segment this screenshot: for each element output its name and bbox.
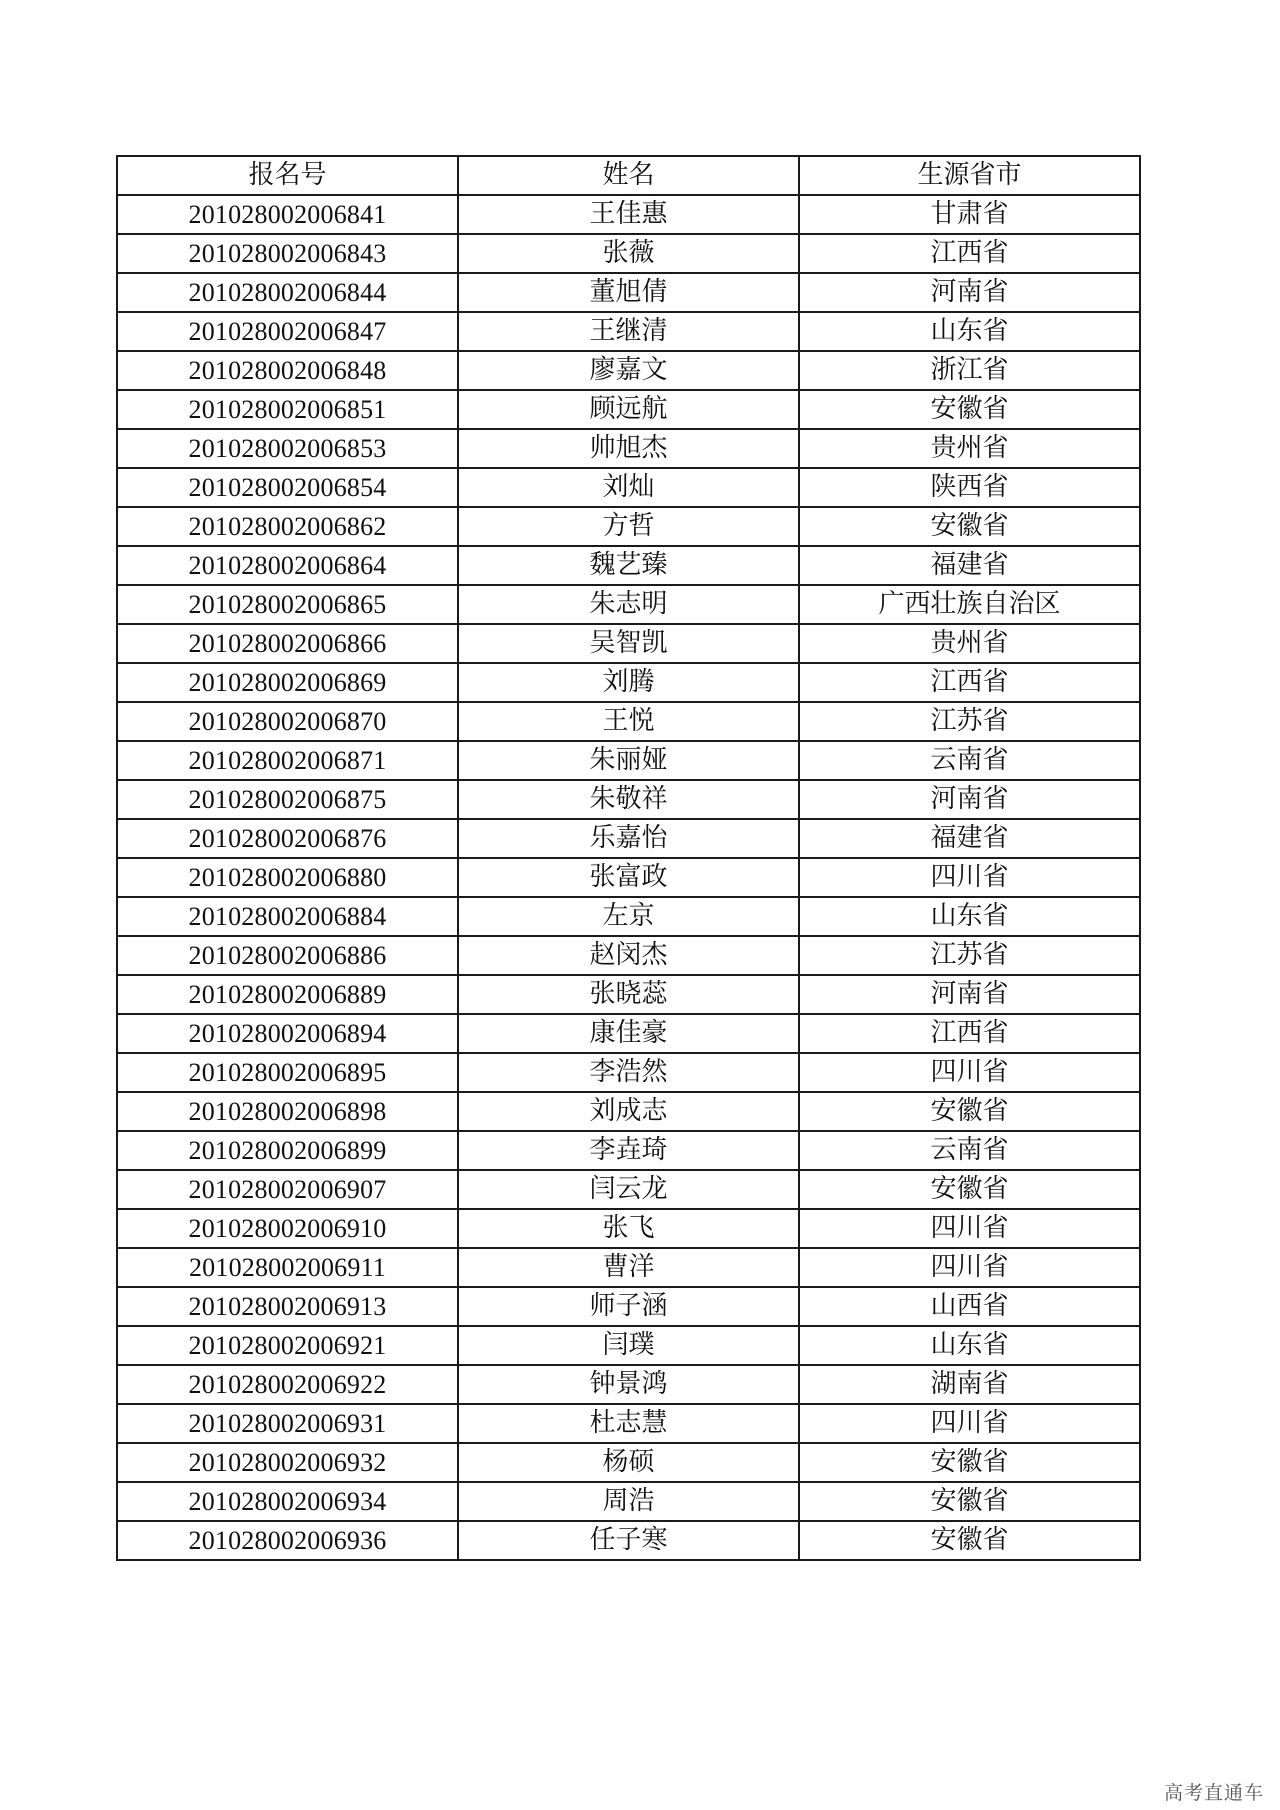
- student-name-cell: 朱敬祥: [458, 780, 799, 819]
- origin-province-cell: 山东省: [799, 897, 1140, 936]
- registration-number-cell: 201028002006911: [117, 1248, 458, 1287]
- header-name: 姓名: [458, 156, 799, 195]
- table-row: [117, 819, 1140, 858]
- origin-province-cell: 福建省: [799, 546, 1140, 585]
- origin-province-cell: 安徽省: [799, 1443, 1140, 1482]
- registration-number-cell: 201028002006869: [117, 663, 458, 702]
- table-row: [117, 624, 1140, 663]
- table-row: [117, 585, 1140, 624]
- student-name-cell: 朱志明: [458, 585, 799, 624]
- registration-number-cell: 201028002006843: [117, 234, 458, 273]
- origin-province-cell: 贵州省: [799, 429, 1140, 468]
- table-row: [117, 351, 1140, 390]
- origin-province-cell: 四川省: [799, 1404, 1140, 1443]
- origin-province-cell: 山东省: [799, 1326, 1140, 1365]
- table-row: [117, 1326, 1140, 1365]
- table-row: [117, 858, 1140, 897]
- registration-number-cell: 201028002006889: [117, 975, 458, 1014]
- student-name-cell: 闫云龙: [458, 1170, 799, 1209]
- origin-province-cell: 安徽省: [799, 1521, 1140, 1560]
- table-row: [117, 975, 1140, 1014]
- student-name-cell: 曹洋: [458, 1248, 799, 1287]
- table-row: [117, 1131, 1140, 1170]
- registration-number-cell: 201028002006862: [117, 507, 458, 546]
- origin-province-cell: 安徽省: [799, 1092, 1140, 1131]
- registration-number-cell: 201028002006866: [117, 624, 458, 663]
- registration-number-cell: 201028002006853: [117, 429, 458, 468]
- student-name-cell: 王佳惠: [458, 195, 799, 234]
- student-name-cell: 魏艺臻: [458, 546, 799, 585]
- student-name-cell: 帅旭杰: [458, 429, 799, 468]
- table-row: [117, 1053, 1140, 1092]
- student-name-cell: 杜志慧: [458, 1404, 799, 1443]
- table-row: [117, 741, 1140, 780]
- origin-province-cell: 甘肃省: [799, 195, 1140, 234]
- registration-number-cell: 201028002006841: [117, 195, 458, 234]
- registration-number-cell: 201028002006876: [117, 819, 458, 858]
- origin-province-cell: 云南省: [799, 741, 1140, 780]
- table-row: [117, 195, 1140, 234]
- origin-province-cell: 河南省: [799, 780, 1140, 819]
- student-name-cell: 师子涵: [458, 1287, 799, 1326]
- registration-number-cell: 201028002006884: [117, 897, 458, 936]
- table-row: [117, 312, 1140, 351]
- student-name-cell: 张飞: [458, 1209, 799, 1248]
- student-name-cell: 廖嘉文: [458, 351, 799, 390]
- table-row: [117, 234, 1140, 273]
- table-row: [117, 897, 1140, 936]
- table-row: [117, 702, 1140, 741]
- registration-number-cell: 201028002006865: [117, 585, 458, 624]
- table-row: [117, 663, 1140, 702]
- registration-number-cell: 201028002006895: [117, 1053, 458, 1092]
- origin-province-cell: 山东省: [799, 312, 1140, 351]
- student-name-cell: 李垚琦: [458, 1131, 799, 1170]
- table-header-row: [117, 156, 1140, 195]
- registration-number-cell: 201028002006870: [117, 702, 458, 741]
- registration-number-cell: 201028002006844: [117, 273, 458, 312]
- registration-number-cell: 201028002006934: [117, 1482, 458, 1521]
- origin-province-cell: 浙江省: [799, 351, 1140, 390]
- origin-province-cell: 安徽省: [799, 390, 1140, 429]
- origin-province-cell: 安徽省: [799, 507, 1140, 546]
- student-name-cell: 任子寒: [458, 1521, 799, 1560]
- origin-province-cell: 山西省: [799, 1287, 1140, 1326]
- table-row: [117, 1287, 1140, 1326]
- student-name-cell: 顾远航: [458, 390, 799, 429]
- table-body: [117, 156, 1140, 1560]
- registration-number-cell: 201028002006894: [117, 1014, 458, 1053]
- table-row: [117, 1404, 1140, 1443]
- registration-number-cell: 201028002006931: [117, 1404, 458, 1443]
- origin-province-cell: 四川省: [799, 1053, 1140, 1092]
- registration-number-cell: 201028002006875: [117, 780, 458, 819]
- registration-number-cell: 201028002006864: [117, 546, 458, 585]
- table-row: [117, 546, 1140, 585]
- registration-number-cell: 201028002006910: [117, 1209, 458, 1248]
- registration-number-cell: 201028002006899: [117, 1131, 458, 1170]
- student-name-cell: 王悦: [458, 702, 799, 741]
- registration-number-cell: 201028002006913: [117, 1287, 458, 1326]
- origin-province-cell: 河南省: [799, 975, 1140, 1014]
- origin-province-cell: 广西壮族自治区: [799, 585, 1140, 624]
- registration-number-cell: 201028002006936: [117, 1521, 458, 1560]
- origin-province-cell: 福建省: [799, 819, 1140, 858]
- table-row: [117, 1521, 1140, 1560]
- table-row: [117, 780, 1140, 819]
- origin-province-cell: 江西省: [799, 1014, 1140, 1053]
- student-name-cell: 钟景鸿: [458, 1365, 799, 1404]
- origin-province-cell: 四川省: [799, 858, 1140, 897]
- origin-province-cell: 江西省: [799, 234, 1140, 273]
- student-name-cell: 周浩: [458, 1482, 799, 1521]
- table-row: [117, 468, 1140, 507]
- student-name-cell: 闫璞: [458, 1326, 799, 1365]
- student-name-cell: 康佳豪: [458, 1014, 799, 1053]
- student-name-cell: 张富政: [458, 858, 799, 897]
- registration-number-cell: 201028002006880: [117, 858, 458, 897]
- registration-number-cell: 201028002006921: [117, 1326, 458, 1365]
- registration-number-cell: 201028002006848: [117, 351, 458, 390]
- registration-number-cell: 201028002006922: [117, 1365, 458, 1404]
- origin-province-cell: 江苏省: [799, 702, 1140, 741]
- table-row: [117, 1482, 1140, 1521]
- student-name-cell: 吴智凯: [458, 624, 799, 663]
- origin-province-cell: 陕西省: [799, 468, 1140, 507]
- table-row: [117, 1092, 1140, 1131]
- student-name-cell: 杨硕: [458, 1443, 799, 1482]
- table-row: [117, 1209, 1140, 1248]
- origin-province-cell: 四川省: [799, 1248, 1140, 1287]
- header-registration-number: 报名号: [117, 156, 458, 195]
- student-name-cell: 方哲: [458, 507, 799, 546]
- origin-province-cell: 湖南省: [799, 1365, 1140, 1404]
- watermark-text: 高考直通车: [1163, 1782, 1264, 1804]
- registration-number-cell: 201028002006871: [117, 741, 458, 780]
- student-name-cell: 张薇: [458, 234, 799, 273]
- student-name-cell: 赵闵杰: [458, 936, 799, 975]
- student-name-cell: 刘灿: [458, 468, 799, 507]
- origin-province-cell: 贵州省: [799, 624, 1140, 663]
- student-name-cell: 王继清: [458, 312, 799, 351]
- table-row: [117, 1365, 1140, 1404]
- table-row: [117, 390, 1140, 429]
- registration-number-cell: 201028002006886: [117, 936, 458, 975]
- table-row: [117, 1170, 1140, 1209]
- student-name-cell: 张晓蕊: [458, 975, 799, 1014]
- admission-list-table: [116, 155, 1141, 1561]
- registration-number-cell: 201028002006932: [117, 1443, 458, 1482]
- student-name-cell: 李浩然: [458, 1053, 799, 1092]
- table-row: [117, 1014, 1140, 1053]
- origin-province-cell: 河南省: [799, 273, 1140, 312]
- table-row: [117, 507, 1140, 546]
- origin-province-cell: 安徽省: [799, 1482, 1140, 1521]
- student-name-cell: 刘腾: [458, 663, 799, 702]
- origin-province-cell: 安徽省: [799, 1170, 1140, 1209]
- student-name-cell: 朱丽娅: [458, 741, 799, 780]
- registration-number-cell: 201028002006854: [117, 468, 458, 507]
- origin-province-cell: 江西省: [799, 663, 1140, 702]
- student-name-cell: 乐嘉怡: [458, 819, 799, 858]
- table-row: [117, 429, 1140, 468]
- registration-number-cell: 201028002006907: [117, 1170, 458, 1209]
- registration-number-cell: 201028002006847: [117, 312, 458, 351]
- table-row: [117, 1248, 1140, 1287]
- origin-province-cell: 江苏省: [799, 936, 1140, 975]
- table-row: [117, 273, 1140, 312]
- registration-number-cell: 201028002006898: [117, 1092, 458, 1131]
- student-name-cell: 左京: [458, 897, 799, 936]
- origin-province-cell: 四川省: [799, 1209, 1140, 1248]
- student-name-cell: 董旭倩: [458, 273, 799, 312]
- table-row: [117, 936, 1140, 975]
- registration-number-cell: 201028002006851: [117, 390, 458, 429]
- header-origin-province: 生源省市: [799, 156, 1140, 195]
- table-row: [117, 1443, 1140, 1482]
- student-name-cell: 刘成志: [458, 1092, 799, 1131]
- origin-province-cell: 云南省: [799, 1131, 1140, 1170]
